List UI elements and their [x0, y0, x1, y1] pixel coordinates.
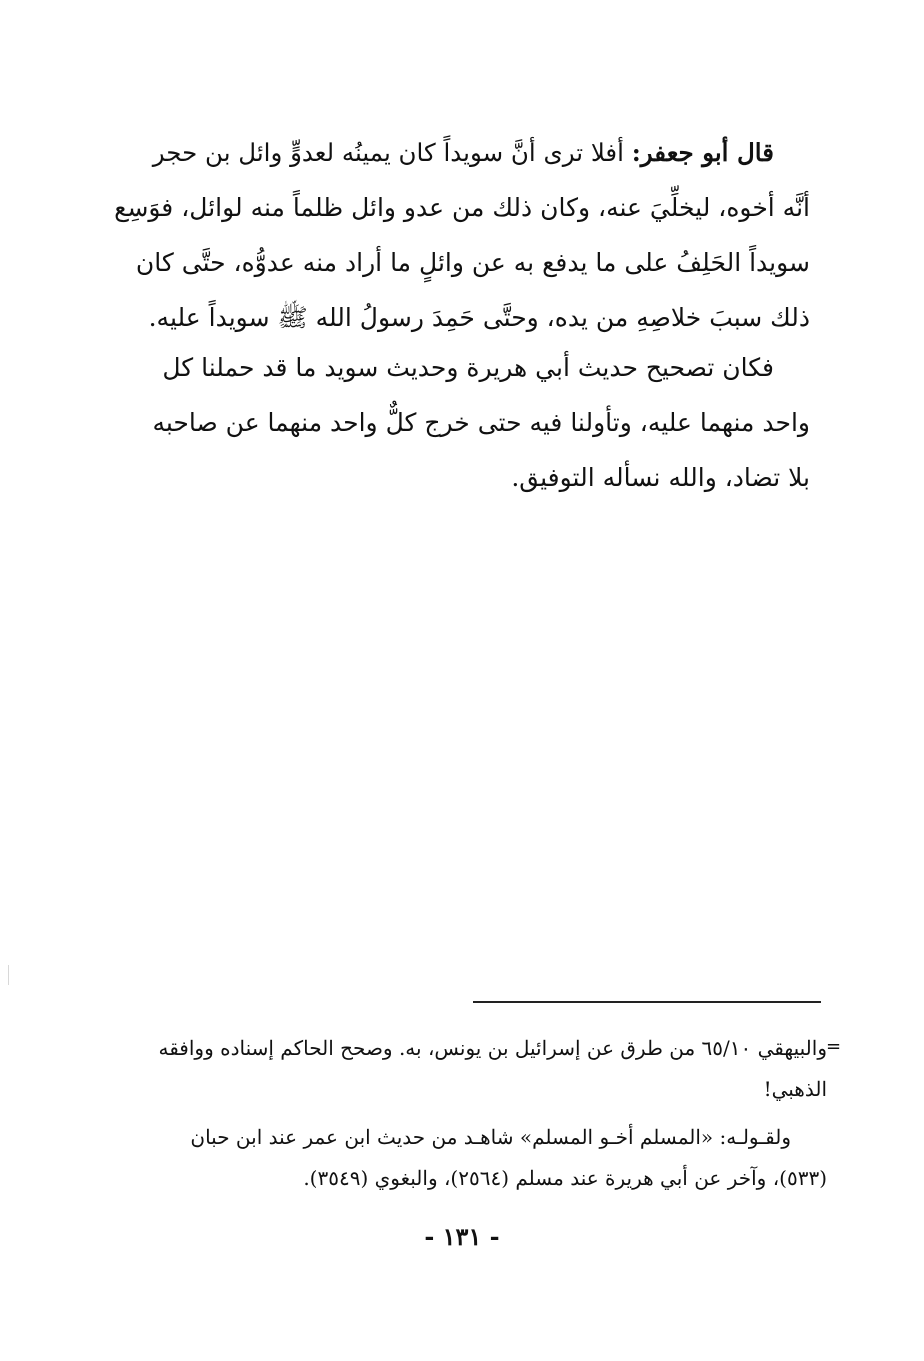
speaker-lead: قال أبو جعفر: — [631, 138, 774, 167]
footnote-line: والبيهقي ٦٥/١٠ من طرق عن إسرائيل بن يونس، به. وصحح الحاكم إسناده ووافقه — [158, 1036, 827, 1060]
footnote-line: الذهبي! — [763, 1077, 827, 1101]
footnote-2 — [115, 1117, 827, 1199]
page-number: - ١٣١ - — [424, 1222, 500, 1251]
main-paragraph-1 — [110, 125, 810, 345]
main-paragraph-2 — [110, 340, 810, 505]
footnote-divider — [473, 1001, 821, 1003]
footnote-1 — [115, 1028, 827, 1110]
footnote-line: (٥٣٣)، وآخر عن أبي هريرة عند مسلم (٢٥٦٤)، والبغوي (٣٥٤٩). — [303, 1166, 827, 1190]
text-line: ذلك سببَ خلاصِهِ من يده، وحتَّى حَمِدَ رسولُ الله ﷺ سويداً عليه. — [148, 303, 810, 332]
scan-edge-mark — [8, 965, 9, 985]
footnote-continuation-marker: = — [826, 1036, 842, 1057]
footnote-line: ولقـولـه: «المسلم أخـو المسلم» شاهـد من حديث ابن عمر عند ابن حبان — [190, 1125, 791, 1149]
text-line: بلا تضاد، والله نسأله التوفيق. — [511, 463, 810, 492]
text-line: فكان تصحيح حديث أبي هريرة وحديث سويد ما قد حملنا كل — [162, 353, 774, 382]
text-line: قال أبو جعفر: أفلا ترى أنَّ سويداً كان يمينُه لعدوٍّ وائل بن حجر — [152, 138, 774, 167]
text-line: سويداً الحَلِفُ على ما يدفع به عن وائلٍ ما أراد منه عدوُّه، حتَّى كان — [135, 248, 810, 277]
text-line: أنَّه أخوه، ليخلِّيَ عنه، وكان ذلك من عدو وائل ظلماً منه لوائل، فوَسِع — [114, 193, 810, 222]
text-line: واحد منهما عليه، وتأولنا فيه حتى خرج كلٌّ واحد منهما عن صاحبه — [152, 408, 810, 437]
